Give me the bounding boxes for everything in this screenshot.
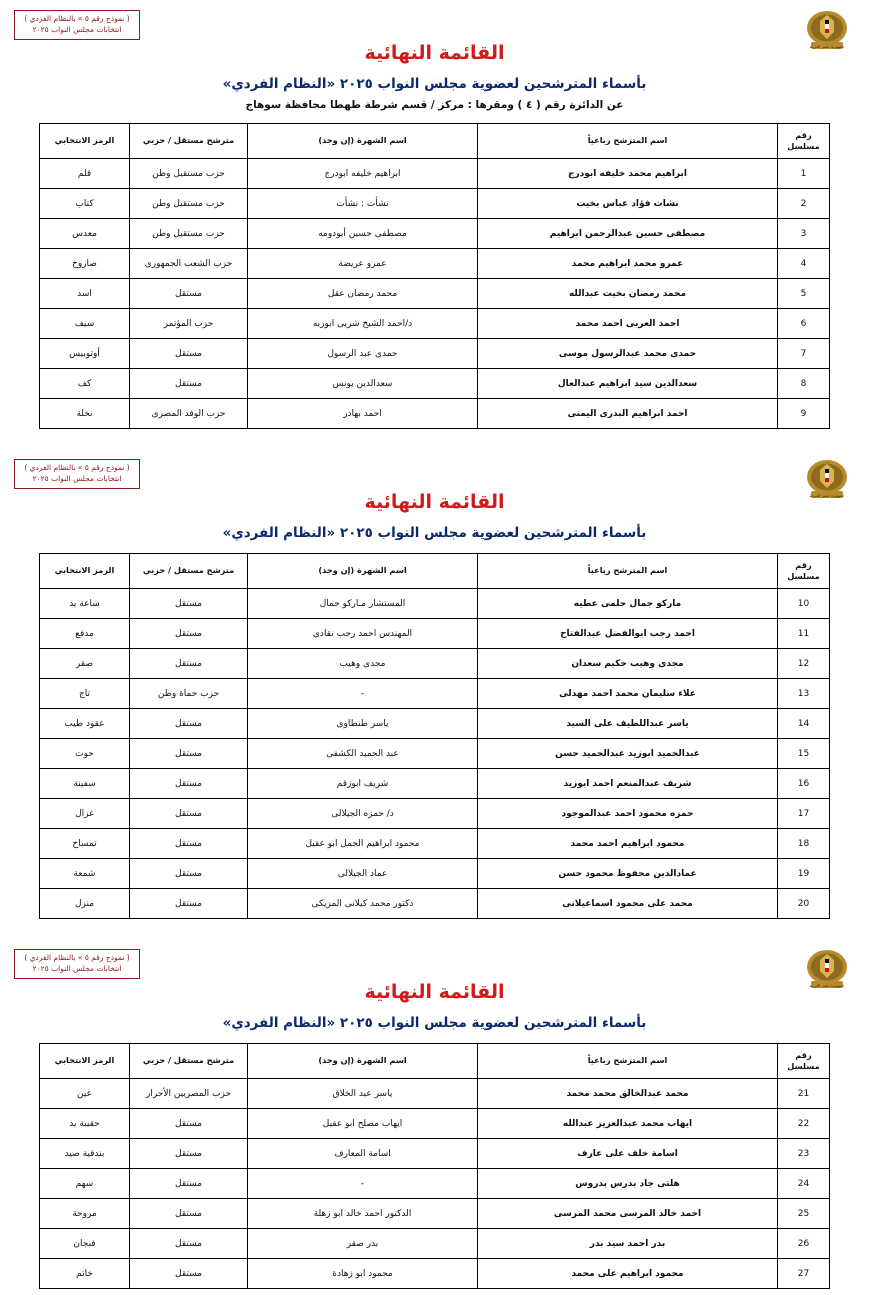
table-row — [40, 769, 830, 799]
cell-candidate-name: عمرو محمد ابراهيم محمد — [478, 249, 778, 279]
cell-party: مستقل — [130, 619, 248, 649]
cell-fame-name: مصطفى حسين أبودومه — [248, 219, 478, 249]
cell-no: 12 — [778, 649, 830, 679]
cell-party: مستقل — [130, 1199, 248, 1229]
form-stamp-line2: انتخابات مجلس النواب ٢٠٢٥ — [32, 964, 122, 974]
cell-fame-name: د/احمد الشيخ شربى ابوربه — [248, 309, 478, 339]
cell-party: مستقل — [130, 589, 248, 619]
cell-party: مستقل — [130, 1259, 248, 1289]
cell-symbol: تاج — [40, 679, 130, 709]
column-header-party: مترشح مستقل / حزبي — [130, 554, 248, 589]
cell-no: 9 — [778, 399, 830, 429]
table-row — [40, 399, 830, 429]
cell-no: 6 — [778, 309, 830, 339]
cell-fame-name: دكتور محمد كيلانى المزيكى — [248, 889, 478, 919]
candidates-table — [39, 123, 830, 429]
cell-party: حزب الوفد المصرى — [130, 399, 248, 429]
cell-party: مستقل — [130, 709, 248, 739]
page-title: القائمة النهائية — [364, 42, 505, 64]
cell-candidate-name: مجدى وهيب حكيم سعدان — [478, 649, 778, 679]
table-row — [40, 1199, 830, 1229]
cell-fame-name: ياسر عبد الخلاق — [248, 1079, 478, 1109]
cell-no: 21 — [778, 1079, 830, 1109]
cell-symbol: سفينة — [40, 769, 130, 799]
table-row — [40, 1079, 830, 1109]
column-header-name: اسم المترشح رباعياً — [478, 1044, 778, 1079]
page-subtitle: بأسماء المترشحين لعضوية مجلس النواب ٢٠٢٥ «النظام الفردي» — [222, 525, 647, 541]
table-row — [40, 679, 830, 709]
cell-party: مستقل — [130, 859, 248, 889]
table-row — [40, 249, 830, 279]
cell-party: مستقل — [130, 369, 248, 399]
cell-candidate-name: هلتى جاد بدرس بدروس — [478, 1169, 778, 1199]
cell-candidate-name: حمزه محمود احمد عبدالموجود — [478, 799, 778, 829]
column-header-name: اسم المترشح رباعياً — [478, 124, 778, 159]
cell-fame-name: ابراهيم خليفه ابودرج — [248, 159, 478, 189]
cell-symbol: تمساح — [40, 829, 130, 859]
cell-no: 10 — [778, 589, 830, 619]
cell-no: 25 — [778, 1199, 830, 1229]
cell-no: 5 — [778, 279, 830, 309]
cell-symbol: معدس — [40, 219, 130, 249]
cell-party: مستقل — [130, 339, 248, 369]
cell-fame-name: عبد الحميد الكشفى — [248, 739, 478, 769]
table-row — [40, 889, 830, 919]
column-header-symbol: الرمز الانتخابي — [40, 124, 130, 159]
candidate-sheet — [0, 449, 869, 925]
table-row — [40, 1169, 830, 1199]
table-row — [40, 189, 830, 219]
cell-candidate-name: نشات فؤاد عباس بخيت — [478, 189, 778, 219]
cell-fame-name: مجدى وهيب — [248, 649, 478, 679]
cell-party: حزب مستقبل وطن — [130, 189, 248, 219]
cell-party: حزب الشعب الجمهورى — [130, 249, 248, 279]
column-header-party: مترشح مستقل / حزبي — [130, 1044, 248, 1079]
cell-symbol: اسد — [40, 279, 130, 309]
svg-text:جمهورية مصر العربية: جمهورية مصر العربية — [809, 44, 845, 49]
cell-symbol: منزل — [40, 889, 130, 919]
candidate-sheet — [0, 0, 869, 435]
cell-no: 23 — [778, 1139, 830, 1169]
table-row — [40, 649, 830, 679]
cell-no: 8 — [778, 369, 830, 399]
table-row — [40, 829, 830, 859]
table-row — [40, 1229, 830, 1259]
form-stamp-line2: انتخابات مجلس النواب ٢٠٢٥ — [32, 474, 122, 484]
cell-no: 16 — [778, 769, 830, 799]
table-row — [40, 1139, 830, 1169]
page-title: القائمة النهائية — [364, 981, 505, 1003]
cell-candidate-name: عمادالدين محفوظ محمود حسن — [478, 859, 778, 889]
table-row — [40, 799, 830, 829]
cell-party: مستقل — [130, 829, 248, 859]
column-header-fame: اسم الشهرة (إن وجد) — [248, 1044, 478, 1079]
cell-no: 7 — [778, 339, 830, 369]
candidates-table — [39, 553, 830, 919]
form-stamp-line1: ( نموذج رقم ٥ » بالنظام الفردي ) — [24, 463, 130, 472]
page-title: القائمة النهائية — [364, 491, 505, 513]
column-header-no: رقم مسلسل — [778, 124, 830, 159]
cell-symbol: حوت — [40, 739, 130, 769]
cell-symbol: أوتوبيس — [40, 339, 130, 369]
svg-text:جمهورية مصر العربية: جمهورية مصر العربية — [809, 493, 845, 498]
cell-fame-name: - — [248, 679, 478, 709]
cell-fame-name: محمود ابراهيم الجمل ابو عقيل — [248, 829, 478, 859]
cell-party: مستقل — [130, 889, 248, 919]
cell-symbol: مدفع — [40, 619, 130, 649]
cell-candidate-name: مصطفى حسين عبدالرحمن ابراهيم — [478, 219, 778, 249]
table-header-row — [40, 554, 830, 589]
table-row — [40, 369, 830, 399]
cell-party: حزب حماة وطن — [130, 679, 248, 709]
table-header-row — [40, 124, 830, 159]
cell-candidate-name: محمود ابراهيم على محمد — [478, 1259, 778, 1289]
cell-fame-name: المستشار مـاركو جمال — [248, 589, 478, 619]
cell-candidate-name: ابراهيم محمد خليفه ابودرج — [478, 159, 778, 189]
candidates-tbody-1 — [40, 159, 830, 429]
cell-no: 20 — [778, 889, 830, 919]
cell-party: مستقل — [130, 739, 248, 769]
egypt-eagle-emblem-icon — [801, 8, 853, 52]
cell-no: 4 — [778, 249, 830, 279]
table-row — [40, 159, 830, 189]
cell-symbol: صقر — [40, 649, 130, 679]
form-stamp-line2: انتخابات مجلس النواب ٢٠٢٥ — [32, 25, 122, 35]
cell-symbol: كف — [40, 369, 130, 399]
cell-candidate-name: ماركو جمال حلمى عطيه — [478, 589, 778, 619]
cell-no: 27 — [778, 1259, 830, 1289]
cell-candidate-name: احمد ابراهيم البدرى اليمنى — [478, 399, 778, 429]
cell-candidate-name: احمد العربى احمد محمد — [478, 309, 778, 339]
cell-symbol: عقود طيب — [40, 709, 130, 739]
cell-fame-name: ياسر طنطاوى — [248, 709, 478, 739]
cell-candidate-name: حمدى محمد عبدالرسول موسى — [478, 339, 778, 369]
cell-no: 11 — [778, 619, 830, 649]
cell-fame-name: شريف ابوزقم — [248, 769, 478, 799]
cell-candidate-name: احمد خالد المرسى محمد المرسى — [478, 1199, 778, 1229]
form-stamp-line1: ( نموذج رقم ٥ » بالنظام الفردي ) — [24, 953, 130, 962]
column-header-symbol: الرمز الانتخابي — [40, 1044, 130, 1079]
candidates-table — [39, 1043, 830, 1289]
cell-party: مستقل — [130, 799, 248, 829]
cell-symbol: مروحة — [40, 1199, 130, 1229]
cell-fame-name: بدر صقر — [248, 1229, 478, 1259]
cell-symbol: سيف — [40, 309, 130, 339]
cell-no: 24 — [778, 1169, 830, 1199]
cell-symbol: فنجان — [40, 1229, 130, 1259]
cell-party: حزب مستقبل وطن — [130, 159, 248, 189]
form-stamp — [14, 10, 140, 40]
cell-party: مستقل — [130, 649, 248, 679]
table-header-row — [40, 1044, 830, 1079]
cell-party: مستقل — [130, 279, 248, 309]
cell-fame-name: محمود ابو زهادة — [248, 1259, 478, 1289]
cell-party: مستقل — [130, 769, 248, 799]
cell-no: 18 — [778, 829, 830, 859]
cell-symbol: شمعة — [40, 859, 130, 889]
cell-candidate-name: محمود ابراهيم احمد محمد — [478, 829, 778, 859]
table-row — [40, 309, 830, 339]
page-subtitle: بأسماء المترشحين لعضوية مجلس النواب ٢٠٢٥ «النظام الفردي» — [222, 76, 647, 92]
cell-symbol: صاروخ — [40, 249, 130, 279]
form-stamp — [14, 949, 140, 979]
cell-fame-name: المهندس احمد رجب نقادى — [248, 619, 478, 649]
cell-no: 1 — [778, 159, 830, 189]
cell-symbol: ساعة يد — [40, 589, 130, 619]
cell-no: 14 — [778, 709, 830, 739]
table-row — [40, 709, 830, 739]
table-row — [40, 279, 830, 309]
egypt-eagle-emblem-icon — [801, 947, 853, 991]
cell-party: حزب المؤتمر — [130, 309, 248, 339]
cell-fame-name: محمد رمضان عقل — [248, 279, 478, 309]
cell-candidate-name: ايهاب محمد عبدالعزيز عبدالله — [478, 1109, 778, 1139]
cell-party: مستقل — [130, 1139, 248, 1169]
cell-no: 13 — [778, 679, 830, 709]
cell-fame-name: نشأت : نشأت — [248, 189, 478, 219]
cell-party: حزب المصريين الأحرار — [130, 1079, 248, 1109]
cell-candidate-name: سعدالدين سيد ابراهيم عبدالعال — [478, 369, 778, 399]
cell-candidate-name: محمد عبدالخالق محمد محمد — [478, 1079, 778, 1109]
cell-symbol: كتاب — [40, 189, 130, 219]
cell-fame-name: سعدالدين يونس — [248, 369, 478, 399]
cell-no: 3 — [778, 219, 830, 249]
cell-fame-name: احمد بهادر — [248, 399, 478, 429]
candidate-sheet — [0, 939, 869, 1295]
cell-fame-name: اسامة المعارف — [248, 1139, 478, 1169]
cell-candidate-name: بدر احمد سيد بدر — [478, 1229, 778, 1259]
form-stamp-line1: ( نموذج رقم ٥ » بالنظام الفردي ) — [24, 14, 130, 23]
cell-candidate-name: عبدالحميد ابوزيد عبدالحميد حسن — [478, 739, 778, 769]
cell-candidate-name: علاء سليمان محمد احمد مهدلى — [478, 679, 778, 709]
cell-candidate-name: اسامة خلف على عارف — [478, 1139, 778, 1169]
column-header-no: رقم مسلسل — [778, 1044, 830, 1079]
cell-symbol: خاتم — [40, 1259, 130, 1289]
cell-candidate-name: احمد رجب ابوالفضل عبدالفتاح — [478, 619, 778, 649]
cell-fame-name: - — [248, 1169, 478, 1199]
cell-party: مستقل — [130, 1169, 248, 1199]
candidates-tbody-3 — [40, 1079, 830, 1289]
column-header-symbol: الرمز الانتخابي — [40, 554, 130, 589]
cell-no: 26 — [778, 1229, 830, 1259]
column-header-no: رقم مسلسل — [778, 554, 830, 589]
candidates-tbody-2 — [40, 589, 830, 919]
cell-no: 22 — [778, 1109, 830, 1139]
column-header-fame: اسم الشهرة (إن وجد) — [248, 124, 478, 159]
table-row — [40, 589, 830, 619]
table-row — [40, 739, 830, 769]
cell-symbol: سهم — [40, 1169, 130, 1199]
cell-symbol: حقيبة يد — [40, 1109, 130, 1139]
cell-no: 17 — [778, 799, 830, 829]
cell-no: 19 — [778, 859, 830, 889]
cell-party: مستقل — [130, 1109, 248, 1139]
cell-fame-name: عماد الجيلالى — [248, 859, 478, 889]
cell-candidate-name: محمد رمضان بخيت عبدالله — [478, 279, 778, 309]
column-header-fame: اسم الشهرة (إن وجد) — [248, 554, 478, 589]
cell-symbol: قلم — [40, 159, 130, 189]
cell-fame-name: الدكتور احمد خالد ابو زهلة — [248, 1199, 478, 1229]
cell-candidate-name: محمد على محمود اسماعيلانى — [478, 889, 778, 919]
page-district-line: عن الدائرة رقم ( ٤ ) ومقرها : مركز / قسم شرطة طهطا محافظة سوهاج — [245, 99, 624, 111]
cell-no: 2 — [778, 189, 830, 219]
table-row — [40, 1109, 830, 1139]
cell-symbol: بندقية صيد — [40, 1139, 130, 1169]
cell-party: مستقل — [130, 1229, 248, 1259]
cell-symbol: غزال — [40, 799, 130, 829]
form-stamp — [14, 459, 140, 489]
page-subtitle: بأسماء المترشحين لعضوية مجلس النواب ٢٠٢٥ «النظام الفردي» — [222, 1015, 647, 1031]
table-row — [40, 219, 830, 249]
table-row — [40, 339, 830, 369]
cell-symbol: عين — [40, 1079, 130, 1109]
table-row — [40, 1259, 830, 1289]
cell-fame-name: حمدى عبد الرسول — [248, 339, 478, 369]
egypt-eagle-emblem-icon — [801, 457, 853, 501]
column-header-party: مترشح مستقل / حزبي — [130, 124, 248, 159]
column-header-name: اسم المترشح رباعياً — [478, 554, 778, 589]
cell-fame-name: ايهاب مصلح ابو عقيل — [248, 1109, 478, 1139]
svg-text:جمهورية مصر العربية: جمهورية مصر العربية — [809, 983, 845, 988]
cell-symbol: نخلة — [40, 399, 130, 429]
cell-party: حزب مستقبل وطن — [130, 219, 248, 249]
cell-fame-name: د/ حمزه الجيلالى — [248, 799, 478, 829]
table-row — [40, 619, 830, 649]
cell-candidate-name: شريف عبدالمنعم احمد ابوزيد — [478, 769, 778, 799]
cell-fame-name: عمرو عريضة — [248, 249, 478, 279]
cell-candidate-name: ياسر عبداللطيف على السيد — [478, 709, 778, 739]
table-row — [40, 859, 830, 889]
cell-no: 15 — [778, 739, 830, 769]
